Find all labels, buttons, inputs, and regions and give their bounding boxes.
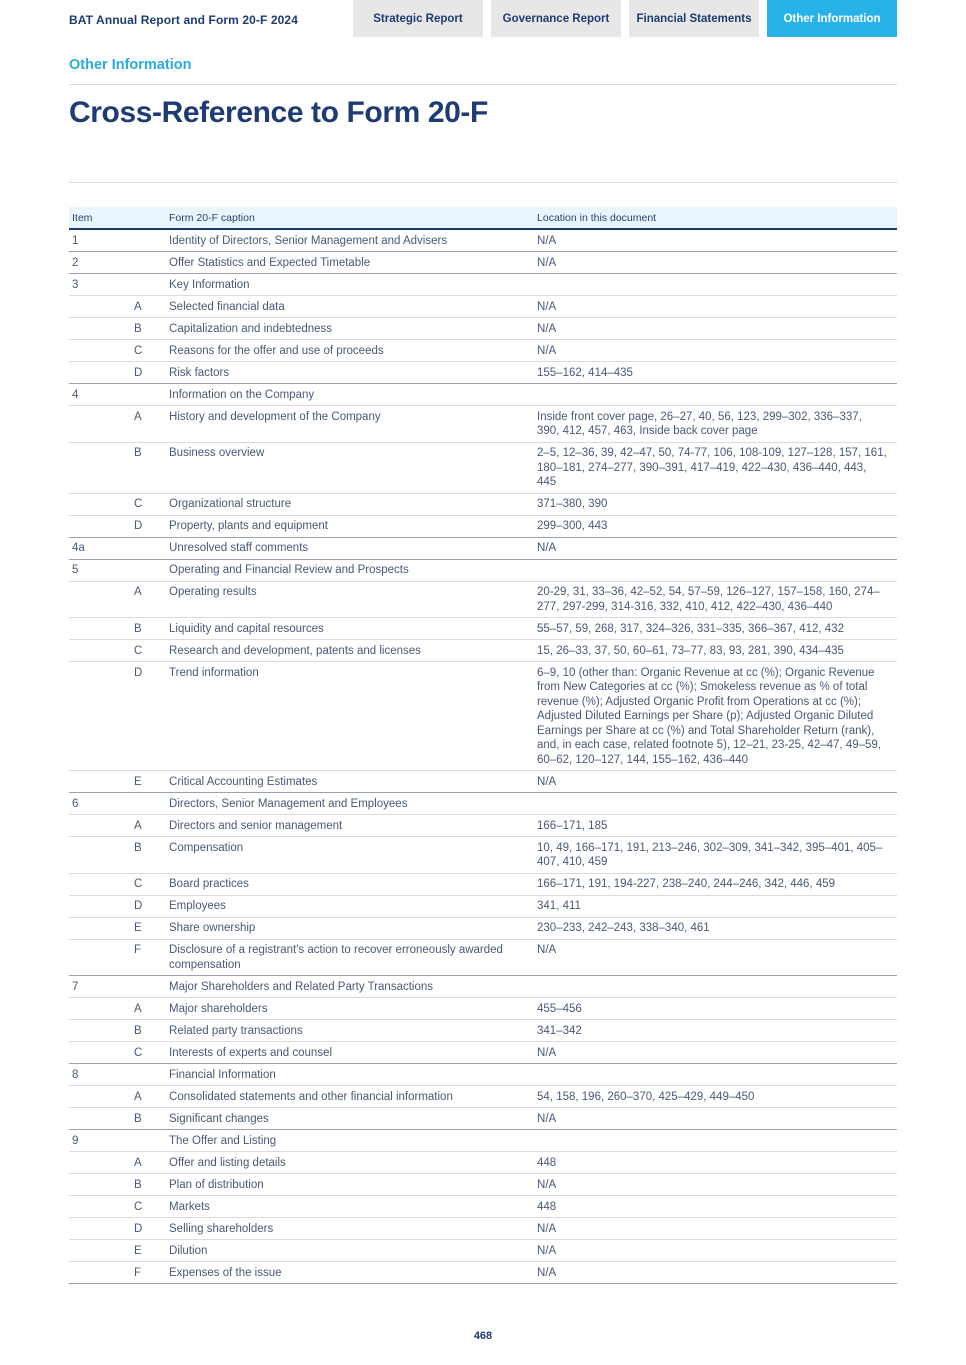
item-letter: C bbox=[134, 873, 169, 895]
item-letter: B bbox=[134, 318, 169, 340]
location-cell: 20-29, 31, 33–36, 42–52, 54, 57–59, 126–127, 157–158, 160, 274–277, 297-299, 314-316, 332, 410, 412, 422–430, 436–440 bbox=[537, 581, 897, 618]
table-row bbox=[69, 1042, 897, 1064]
table-row bbox=[69, 340, 897, 362]
location-cell: 299–300, 443 bbox=[537, 515, 897, 537]
caption-cell: Selling shareholders bbox=[169, 1218, 537, 1240]
column-header-caption: Form 20-F caption bbox=[169, 207, 537, 229]
item-letter: A bbox=[134, 406, 169, 443]
caption-cell: Financial Information bbox=[169, 1064, 537, 1086]
tab-financial-statements[interactable]: Financial Statements bbox=[629, 0, 759, 37]
location-cell: 455–456 bbox=[537, 998, 897, 1020]
report-title: BAT Annual Report and Form 20-F 2024 bbox=[69, 13, 298, 27]
tab-strategic-report[interactable]: Strategic Report bbox=[353, 0, 483, 37]
table-row bbox=[69, 917, 897, 939]
item-number bbox=[69, 662, 134, 771]
item-letter: C bbox=[134, 340, 169, 362]
caption-cell: Unresolved staff comments bbox=[169, 537, 537, 559]
caption-cell: Selected financial data bbox=[169, 296, 537, 318]
item-number bbox=[69, 815, 134, 837]
caption-cell: Directors, Senior Management and Employees bbox=[169, 793, 537, 815]
caption-cell: Business overview bbox=[169, 442, 537, 493]
item-letter bbox=[134, 537, 169, 559]
item-letter bbox=[134, 976, 169, 998]
item-letter: A bbox=[134, 998, 169, 1020]
caption-cell: Capitalization and indebtedness bbox=[169, 318, 537, 340]
item-letter: A bbox=[134, 581, 169, 618]
item-number bbox=[69, 895, 134, 917]
table-row bbox=[69, 998, 897, 1020]
item-number: 2 bbox=[69, 252, 134, 274]
caption-cell: Information on the Company bbox=[169, 384, 537, 406]
table-body bbox=[69, 229, 897, 1284]
caption-cell: History and development of the Company bbox=[169, 406, 537, 443]
item-letter: A bbox=[134, 1086, 169, 1108]
item-letter bbox=[134, 384, 169, 406]
item-letter: A bbox=[134, 296, 169, 318]
caption-cell: Plan of distribution bbox=[169, 1174, 537, 1196]
location-cell: Inside front cover page, 26–27, 40, 56, 123, 299–302, 336–337, 390, 412, 457, 463, Inside back cover page bbox=[537, 406, 897, 443]
table-row bbox=[69, 1152, 897, 1174]
table-row bbox=[69, 559, 897, 581]
table-row bbox=[69, 939, 897, 976]
item-letter: D bbox=[134, 1218, 169, 1240]
location-cell: N/A bbox=[537, 939, 897, 976]
section-tabs bbox=[353, 0, 897, 37]
caption-cell: Property, plants and equipment bbox=[169, 515, 537, 537]
location-cell: N/A bbox=[537, 229, 897, 252]
item-number bbox=[69, 1086, 134, 1108]
item-number: 8 bbox=[69, 1064, 134, 1086]
item-letter: E bbox=[134, 917, 169, 939]
table-row bbox=[69, 837, 897, 874]
item-number bbox=[69, 296, 134, 318]
item-letter bbox=[134, 793, 169, 815]
column-header-item: Item bbox=[69, 207, 169, 229]
table-row bbox=[69, 252, 897, 274]
caption-cell: Consolidated statements and other financial information bbox=[169, 1086, 537, 1108]
caption-cell: Research and development, patents and licenses bbox=[169, 640, 537, 662]
caption-cell: Major shareholders bbox=[169, 998, 537, 1020]
table-row bbox=[69, 229, 897, 252]
table-row bbox=[69, 1196, 897, 1218]
item-letter: C bbox=[134, 1196, 169, 1218]
table-row bbox=[69, 1086, 897, 1108]
item-number bbox=[69, 442, 134, 493]
item-number bbox=[69, 939, 134, 976]
item-letter: C bbox=[134, 1042, 169, 1064]
column-header-location: Location in this document bbox=[537, 207, 897, 229]
item-letter: B bbox=[134, 1108, 169, 1130]
item-letter: B bbox=[134, 618, 169, 640]
item-letter: E bbox=[134, 771, 169, 793]
item-number bbox=[69, 406, 134, 443]
item-number bbox=[69, 873, 134, 895]
caption-cell: Liquidity and capital resources bbox=[169, 618, 537, 640]
table-row bbox=[69, 662, 897, 771]
item-number bbox=[69, 515, 134, 537]
item-letter: C bbox=[134, 640, 169, 662]
caption-cell: Critical Accounting Estimates bbox=[169, 771, 537, 793]
location-cell: N/A bbox=[537, 1218, 897, 1240]
table-row bbox=[69, 384, 897, 406]
table-row bbox=[69, 1108, 897, 1130]
caption-cell: Operating results bbox=[169, 581, 537, 618]
item-letter: A bbox=[134, 1152, 169, 1174]
location-cell: N/A bbox=[537, 1240, 897, 1262]
caption-cell: Markets bbox=[169, 1196, 537, 1218]
table-row bbox=[69, 1064, 897, 1086]
caption-cell: Board practices bbox=[169, 873, 537, 895]
location-cell: 155–162, 414–435 bbox=[537, 362, 897, 384]
location-cell: N/A bbox=[537, 1042, 897, 1064]
item-letter bbox=[134, 229, 169, 252]
item-number bbox=[69, 493, 134, 515]
location-cell: N/A bbox=[537, 340, 897, 362]
location-cell: N/A bbox=[537, 1174, 897, 1196]
table-row bbox=[69, 296, 897, 318]
item-number bbox=[69, 618, 134, 640]
caption-cell: Reasons for the offer and use of proceeds bbox=[169, 340, 537, 362]
table-row bbox=[69, 362, 897, 384]
table-row bbox=[69, 406, 897, 443]
item-letter: C bbox=[134, 493, 169, 515]
location-cell: N/A bbox=[537, 1108, 897, 1130]
item-number bbox=[69, 362, 134, 384]
item-number: 1 bbox=[69, 229, 134, 252]
caption-cell: The Offer and Listing bbox=[169, 1130, 537, 1152]
location-cell bbox=[537, 1130, 897, 1152]
item-letter bbox=[134, 274, 169, 296]
location-cell: N/A bbox=[537, 318, 897, 340]
item-letter: F bbox=[134, 939, 169, 976]
item-number: 5 bbox=[69, 559, 134, 581]
item-number bbox=[69, 1240, 134, 1262]
location-cell: 2–5, 12–36, 39, 42–47, 50, 74-77, 106, 108-109, 127–128, 157, 161, 180–181, 274–277, 390–391, 417–419, 422–430, 436–440, 443, 445 bbox=[537, 442, 897, 493]
caption-cell: Key Information bbox=[169, 274, 537, 296]
section-label: Other Information bbox=[69, 57, 192, 73]
item-letter bbox=[134, 1130, 169, 1152]
location-cell: 230–233, 242–243, 338–340, 461 bbox=[537, 917, 897, 939]
cross-reference-table bbox=[69, 207, 897, 1284]
item-number bbox=[69, 1020, 134, 1042]
table-row bbox=[69, 537, 897, 559]
location-cell: 371–380, 390 bbox=[537, 493, 897, 515]
table-row bbox=[69, 895, 897, 917]
location-cell: 448 bbox=[537, 1152, 897, 1174]
table-row bbox=[69, 1262, 897, 1284]
caption-cell: Offer and listing details bbox=[169, 1152, 537, 1174]
caption-cell: Operating and Financial Review and Prospects bbox=[169, 559, 537, 581]
caption-cell: Dilution bbox=[169, 1240, 537, 1262]
table-row bbox=[69, 1240, 897, 1262]
location-cell bbox=[537, 1064, 897, 1086]
item-letter: E bbox=[134, 1240, 169, 1262]
table-row bbox=[69, 515, 897, 537]
divider bbox=[69, 182, 897, 183]
item-letter: F bbox=[134, 1262, 169, 1284]
caption-cell: Employees bbox=[169, 895, 537, 917]
location-cell: N/A bbox=[537, 252, 897, 274]
item-number: 9 bbox=[69, 1130, 134, 1152]
caption-cell: Organizational structure bbox=[169, 493, 537, 515]
caption-cell: Interests of experts and counsel bbox=[169, 1042, 537, 1064]
item-letter: B bbox=[134, 442, 169, 493]
location-cell: 10, 49, 166–171, 191, 213–246, 302–309, 341–342, 395–401, 405–407, 410, 459 bbox=[537, 837, 897, 874]
location-cell: 341–342 bbox=[537, 1020, 897, 1042]
item-number bbox=[69, 318, 134, 340]
table-row bbox=[69, 976, 897, 998]
location-cell: N/A bbox=[537, 771, 897, 793]
item-letter bbox=[134, 559, 169, 581]
item-letter: D bbox=[134, 515, 169, 537]
table-row bbox=[69, 442, 897, 493]
top-bar bbox=[69, 0, 897, 37]
item-number: 6 bbox=[69, 793, 134, 815]
table-row bbox=[69, 793, 897, 815]
caption-cell: Disclosure of a registrant's action to recover erroneously awarded compensation bbox=[169, 939, 537, 976]
item-letter: B bbox=[134, 837, 169, 874]
item-letter: B bbox=[134, 1020, 169, 1042]
caption-cell: Significant changes bbox=[169, 1108, 537, 1130]
table-header-row bbox=[69, 207, 897, 229]
page-title: Cross-Reference to Form 20-F bbox=[69, 96, 488, 129]
caption-cell: Trend information bbox=[169, 662, 537, 771]
table-row bbox=[69, 581, 897, 618]
item-letter: A bbox=[134, 815, 169, 837]
item-letter: D bbox=[134, 362, 169, 384]
location-cell: N/A bbox=[537, 1262, 897, 1284]
item-number bbox=[69, 1174, 134, 1196]
item-number bbox=[69, 998, 134, 1020]
item-number bbox=[69, 1262, 134, 1284]
tab-other-information[interactable]: Other Information bbox=[767, 0, 897, 37]
caption-cell: Risk factors bbox=[169, 362, 537, 384]
table-row bbox=[69, 318, 897, 340]
table-row bbox=[69, 618, 897, 640]
item-number: 4 bbox=[69, 384, 134, 406]
item-number bbox=[69, 581, 134, 618]
location-cell bbox=[537, 976, 897, 998]
item-letter bbox=[134, 252, 169, 274]
location-cell: 55–57, 59, 268, 317, 324–326, 331–335, 366–367, 412, 432 bbox=[537, 618, 897, 640]
location-cell bbox=[537, 274, 897, 296]
page-footer bbox=[0, 1330, 966, 1342]
item-number bbox=[69, 1108, 134, 1130]
location-cell bbox=[537, 793, 897, 815]
caption-cell: Compensation bbox=[169, 837, 537, 874]
item-letter: D bbox=[134, 662, 169, 771]
table-row bbox=[69, 640, 897, 662]
item-number bbox=[69, 1218, 134, 1240]
item-letter: B bbox=[134, 1174, 169, 1196]
table-row bbox=[69, 1218, 897, 1240]
table-row bbox=[69, 771, 897, 793]
tab-governance-report[interactable]: Governance Report bbox=[491, 0, 621, 37]
table-row bbox=[69, 1130, 897, 1152]
page-number: 468 bbox=[473, 1330, 493, 1342]
table-row bbox=[69, 815, 897, 837]
location-cell: 166–171, 191, 194-227, 238–240, 244–246, 342, 446, 459 bbox=[537, 873, 897, 895]
location-cell bbox=[537, 559, 897, 581]
table-row bbox=[69, 1020, 897, 1042]
location-cell: 341, 411 bbox=[537, 895, 897, 917]
location-cell: N/A bbox=[537, 296, 897, 318]
caption-cell: Expenses of the issue bbox=[169, 1262, 537, 1284]
location-cell: N/A bbox=[537, 537, 897, 559]
caption-cell: Related party transactions bbox=[169, 1020, 537, 1042]
location-cell: 448 bbox=[537, 1196, 897, 1218]
table-row bbox=[69, 274, 897, 296]
location-cell: 54, 158, 196, 260–370, 425–429, 449–450 bbox=[537, 1086, 897, 1108]
table-row bbox=[69, 493, 897, 515]
item-number: 3 bbox=[69, 274, 134, 296]
item-number: 4a bbox=[69, 537, 134, 559]
caption-cell: Share ownership bbox=[169, 917, 537, 939]
item-number: 7 bbox=[69, 976, 134, 998]
divider bbox=[69, 84, 897, 85]
item-number bbox=[69, 340, 134, 362]
item-letter: D bbox=[134, 895, 169, 917]
caption-cell: Directors and senior management bbox=[169, 815, 537, 837]
item-number bbox=[69, 1152, 134, 1174]
location-cell: 6–9, 10 (other than: Organic Revenue at cc (%); Organic Revenue from New Categories at cc (%); Smokeless revenue as % of total revenue (%); Adjusted Organic Profit from Operations at cc (%); Adjusted Diluted Earnings per Share (p); Adjusted Organic Diluted Earnings per Share at cc (%) and Total Shareholder Return (rank), and, in each case, related footnote 5), 12–21, 23-25, 42–47, 49–59, 60–62, 120–127, 144, 155–162, 436–440 bbox=[537, 662, 897, 771]
location-cell: 15, 26–33, 37, 50, 60–61, 73–77, 83, 93, 281, 390, 434–435 bbox=[537, 640, 897, 662]
item-number bbox=[69, 917, 134, 939]
item-number bbox=[69, 837, 134, 874]
caption-cell: Identity of Directors, Senior Management and Advisers bbox=[169, 229, 537, 252]
location-cell: 166–171, 185 bbox=[537, 815, 897, 837]
caption-cell: Major Shareholders and Related Party Transactions bbox=[169, 976, 537, 998]
table-row bbox=[69, 1174, 897, 1196]
caption-cell: Offer Statistics and Expected Timetable bbox=[169, 252, 537, 274]
table-row bbox=[69, 873, 897, 895]
location-cell bbox=[537, 384, 897, 406]
item-letter bbox=[134, 1064, 169, 1086]
item-number bbox=[69, 1042, 134, 1064]
item-number bbox=[69, 771, 134, 793]
item-number bbox=[69, 1196, 134, 1218]
item-number bbox=[69, 640, 134, 662]
